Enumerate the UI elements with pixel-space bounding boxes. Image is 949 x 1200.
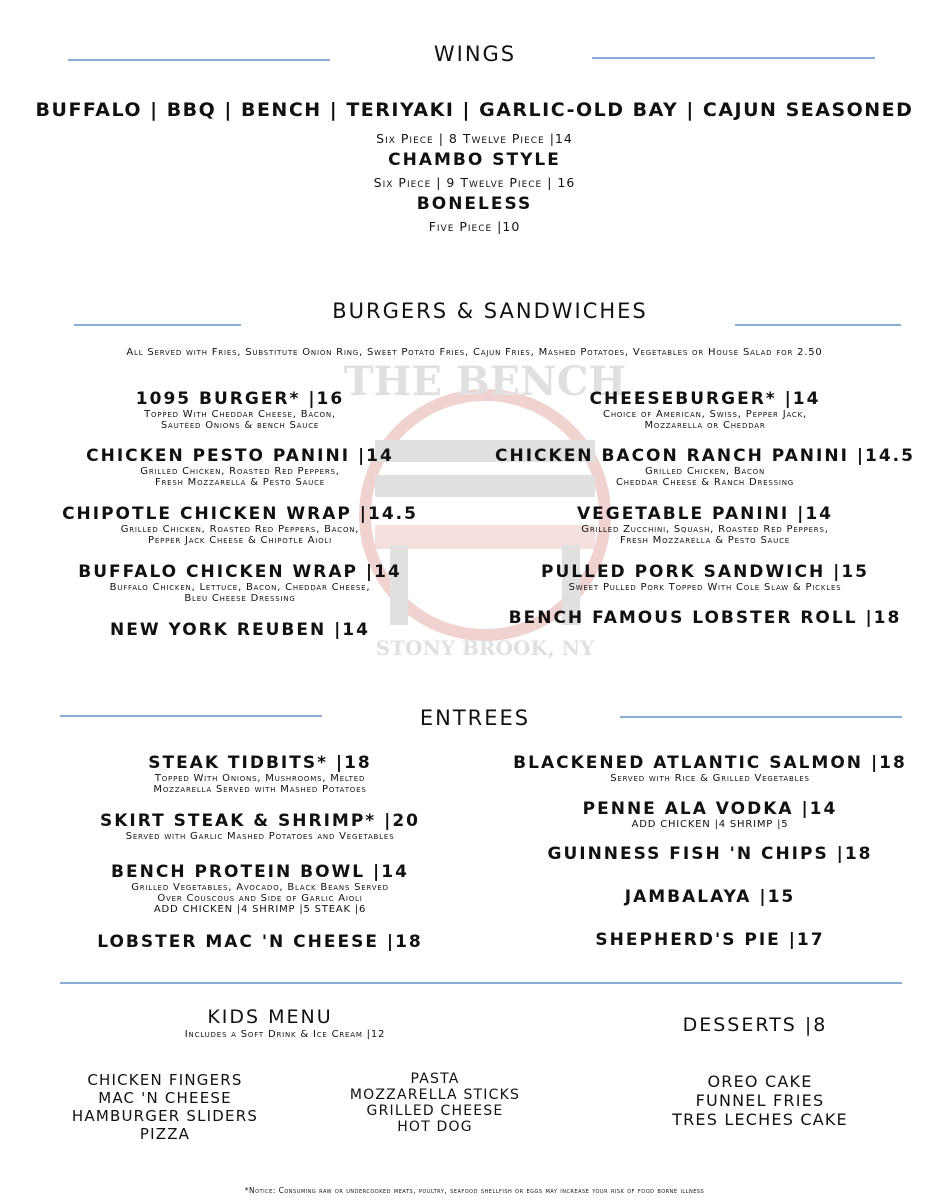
- burgers-note: All Served with Fries, Substitute Onion Ring, Sweet Potato Fries, Cajun Fries, Mashed Potatoes, Vegetables or House Salad for 2.50: [126, 347, 823, 358]
- kids-item: CHICKEN FINGERS: [87, 1071, 243, 1089]
- item-name: PULLED PORK SANDWICH |15: [541, 562, 869, 582]
- kids-item: GRILLED CHEESE: [366, 1103, 504, 1119]
- item-desc: Grilled Chicken, Roasted Red Peppers, Bacon,: [120, 524, 360, 535]
- food-safety-notice: *Notice: Consuming raw or undercooked meats, poultry, seafood shellfish or eggs may increase your risk of food borne illness: [244, 1186, 705, 1195]
- menu-item: [30, 811, 490, 842]
- item-desc: Sautéed Onions & bench Sauce: [160, 420, 320, 431]
- menu-item: [490, 753, 930, 784]
- item-name: STEAK TIDBITS* |18: [148, 753, 372, 773]
- menu-item: [490, 389, 920, 431]
- item-name: GUINNESS FISH 'N CHIPS |18: [547, 844, 873, 864]
- item-desc: Topped With Cheddar Cheese, Bacon,: [144, 409, 336, 420]
- kids-title: KIDS MENU: [207, 1006, 333, 1028]
- menu-item: [30, 862, 490, 915]
- menu-item: [30, 753, 490, 795]
- menu-item: [30, 562, 450, 604]
- divider: [592, 57, 875, 59]
- item-desc: Mozzarella or Cheddar: [644, 420, 766, 431]
- chambo-title: CHAMBO STYLE: [388, 150, 561, 170]
- dessert-item: FUNNEL FRIES: [695, 1091, 825, 1110]
- item-desc: Grilled Chicken, Roasted Red Peppers,: [140, 466, 340, 477]
- item-desc: Grilled Vegetables, Avocado, Black Beans Served: [131, 882, 389, 893]
- item-name: CHEESEBURGER* |14: [589, 389, 821, 409]
- menu-item: [30, 446, 450, 488]
- kids-col-2: [310, 1071, 560, 1135]
- item-desc: Mozzarella Served with Mashed Potatoes: [153, 784, 367, 795]
- menu-item: [490, 887, 930, 907]
- kids-col-1: [40, 1071, 290, 1143]
- menu-item: [490, 504, 920, 546]
- wings-flavors: BUFFALO | BBQ | BENCH | TERIYAKI | GARLIC-OLD BAY | CAJUN SEASONED: [35, 99, 914, 121]
- wings-title: WINGS: [433, 42, 517, 66]
- item-name: CHICKEN PESTO PANINI |14: [86, 446, 394, 466]
- item-name: SKIRT STEAK & SHRIMP* |20: [100, 811, 420, 831]
- item-name: BLACKENED ATLANTIC SALMON |18: [513, 753, 907, 773]
- item-name: NEW YORK REUBEN |14: [110, 620, 370, 640]
- kids-item: PASTA: [410, 1071, 460, 1087]
- kids-item: HAMBURGER SLIDERS: [71, 1107, 259, 1125]
- dessert-item: TRES LECHES CAKE: [672, 1110, 848, 1129]
- item-name: BENCH PROTEIN BOWL |14: [111, 862, 409, 882]
- boneless-prices: Five Piece |10: [428, 219, 521, 234]
- kids-item: MAC 'N CHEESE: [98, 1089, 232, 1107]
- wings-flavor-prices: Six Piece | 8 Twelve Piece |14: [376, 131, 573, 146]
- item-name: BUFFALO CHICKEN WRAP |14: [78, 562, 402, 582]
- item-desc: Over Couscous and Side of Garlic Aioli: [157, 893, 363, 904]
- item-name: CHICKEN BACON RANCH PANINI |14.5: [495, 446, 915, 466]
- boneless-title: BONELESS: [416, 194, 533, 214]
- item-name: PENNE ALA VODKA |14: [582, 799, 838, 819]
- divider: [60, 982, 902, 984]
- item-name: VEGETABLE PANINI |14: [576, 504, 834, 524]
- kids-item: MOZZARELLA STICKS: [349, 1087, 521, 1103]
- menu-item: [30, 620, 450, 640]
- menu-item: [490, 446, 920, 488]
- item-desc: ADD CHICKEN |4 SHRIMP |5: [631, 819, 789, 830]
- kids-note: Includes a Soft Drink & Ice Cream |12: [184, 1029, 386, 1040]
- item-desc: Served with Rice & Grilled Vegetables: [610, 773, 810, 784]
- item-desc: Fresh Mozzarella & Pesto Sauce: [154, 477, 326, 488]
- kids-item: HOT DOG: [397, 1119, 473, 1135]
- divider: [735, 324, 901, 326]
- entrees-title: ENTREES: [419, 706, 531, 730]
- menu-item: [490, 608, 920, 628]
- menu-item: [30, 389, 450, 431]
- item-name: CHIPOTLE CHICKEN WRAP |14.5: [62, 504, 418, 524]
- menu-item: [490, 562, 920, 593]
- menu-item: [490, 930, 930, 950]
- item-name: JAMBALAYA |15: [624, 887, 796, 907]
- desserts-title: DESSERTS |8: [682, 1014, 828, 1036]
- menu-item: [30, 932, 490, 952]
- item-desc: Bleu Cheese Dressing: [184, 593, 296, 604]
- menu-item: [490, 799, 930, 830]
- item-desc: Choice of American, Swiss, Pepper Jack,: [603, 409, 807, 420]
- desserts-list: [630, 1072, 890, 1129]
- kids-item: PIZZA: [139, 1125, 191, 1143]
- item-desc: Grilled Chicken, Bacon: [644, 466, 766, 477]
- divider: [74, 324, 241, 326]
- item-name: 1095 BURGER* |16: [135, 389, 345, 409]
- item-desc: Sweet Pulled Pork Topped With Cole Slaw & Pickles: [568, 582, 842, 593]
- watermark-top-text: THE BENCH: [343, 358, 627, 405]
- dessert-item: OREO CAKE: [707, 1072, 813, 1091]
- item-name: BENCH FAMOUS LOBSTER ROLL |18: [508, 608, 902, 628]
- item-name: SHEPHERD'S PIE |17: [595, 930, 825, 950]
- item-desc: ADD CHICKEN |4 SHRIMP |5 STEAK |6: [153, 904, 367, 915]
- chambo-prices: Six Piece | 9 Twelve Piece | 16: [373, 175, 576, 190]
- item-desc: Grilled Zucchini, Squash, Roasted Red Peppers,: [581, 524, 829, 535]
- watermark-bottom-text: STONY BROOK, NY: [375, 636, 595, 660]
- item-desc: Served with Garlic Mashed Potatoes and Vegetables: [125, 831, 395, 842]
- divider: [60, 715, 322, 717]
- menu-item: [490, 844, 930, 864]
- item-desc: Topped With Onions, Mushrooms, Melted: [154, 773, 366, 784]
- menu-item: [30, 504, 450, 546]
- item-desc: Cheddar Cheese & Ranch Dressing: [616, 477, 794, 488]
- item-name: LOBSTER MAC 'N CHEESE |18: [97, 932, 423, 952]
- item-desc: Pepper Jack Cheese & Chipotle Aioli: [148, 535, 332, 546]
- item-desc: Buffalo Chicken, Lettuce, Bacon, Cheddar Cheese,: [109, 582, 371, 593]
- burgers-title: BURGERS & SANDWICHES: [332, 299, 648, 323]
- divider: [620, 716, 902, 718]
- item-desc: Fresh Mozzarella & Pesto Sauce: [619, 535, 791, 546]
- divider: [68, 59, 330, 61]
